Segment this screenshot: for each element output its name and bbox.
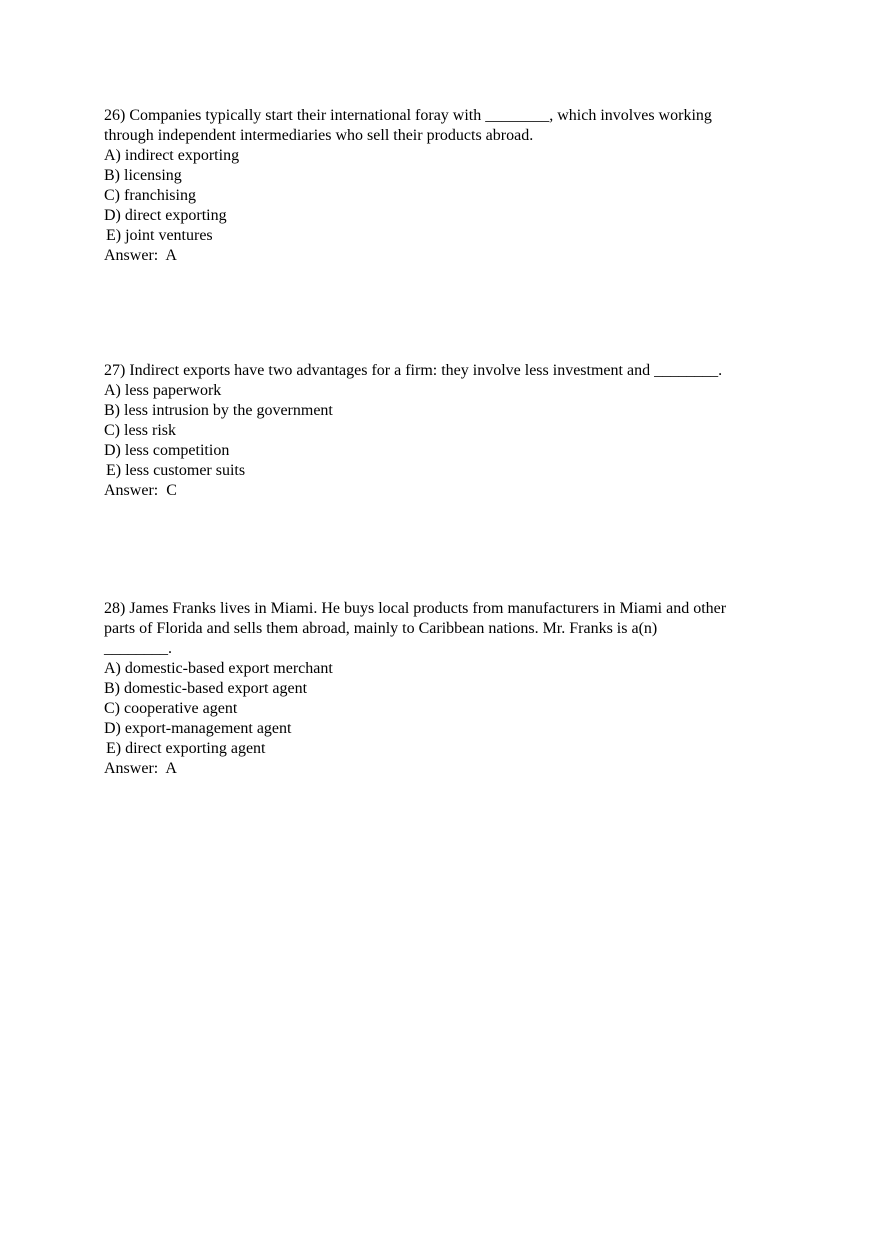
answer-text: Answer: A xyxy=(104,760,177,777)
question-prompt: 26) Companies typically start their international foray with ________, which involves working xyxy=(104,107,712,124)
answer-text: Answer: A xyxy=(104,247,177,264)
question-27 xyxy=(104,361,784,501)
option-d: D) direct exporting xyxy=(104,207,227,224)
answer-text: Answer: C xyxy=(104,482,177,499)
question-prompt: ________. xyxy=(104,640,172,657)
question-26 xyxy=(104,106,784,266)
question-prompt: through independent intermediaries who sell their products abroad. xyxy=(104,127,534,144)
option-a: A) less paperwork xyxy=(104,382,222,399)
option-c: C) less risk xyxy=(104,422,176,439)
option-d: D) export-management agent xyxy=(104,720,292,737)
question-prompt: 28) James Franks lives in Miami. He buys local products from manufacturers in Miami and other xyxy=(104,600,727,617)
option-e: E) direct exporting agent xyxy=(106,740,266,757)
option-b: B) licensing xyxy=(104,167,182,184)
option-b: B) less intrusion by the government xyxy=(104,402,333,419)
option-b: B) domestic-based export agent xyxy=(104,680,308,697)
question-28 xyxy=(104,599,784,779)
option-a: A) indirect exporting xyxy=(104,147,240,164)
option-c: C) cooperative agent xyxy=(104,700,238,717)
option-a: A) domestic-based export merchant xyxy=(104,660,333,677)
option-d: D) less competition xyxy=(104,442,230,459)
question-prompt: parts of Florida and sells them abroad, mainly to Caribbean nations. Mr. Franks is a(n) xyxy=(104,620,658,637)
option-e: E) joint ventures xyxy=(106,227,213,244)
option-e: E) less customer suits xyxy=(106,462,246,479)
option-c: C) franchising xyxy=(104,187,196,204)
question-prompt: 27) Indirect exports have two advantages for a firm: they involve less investment and ________. xyxy=(104,362,723,379)
